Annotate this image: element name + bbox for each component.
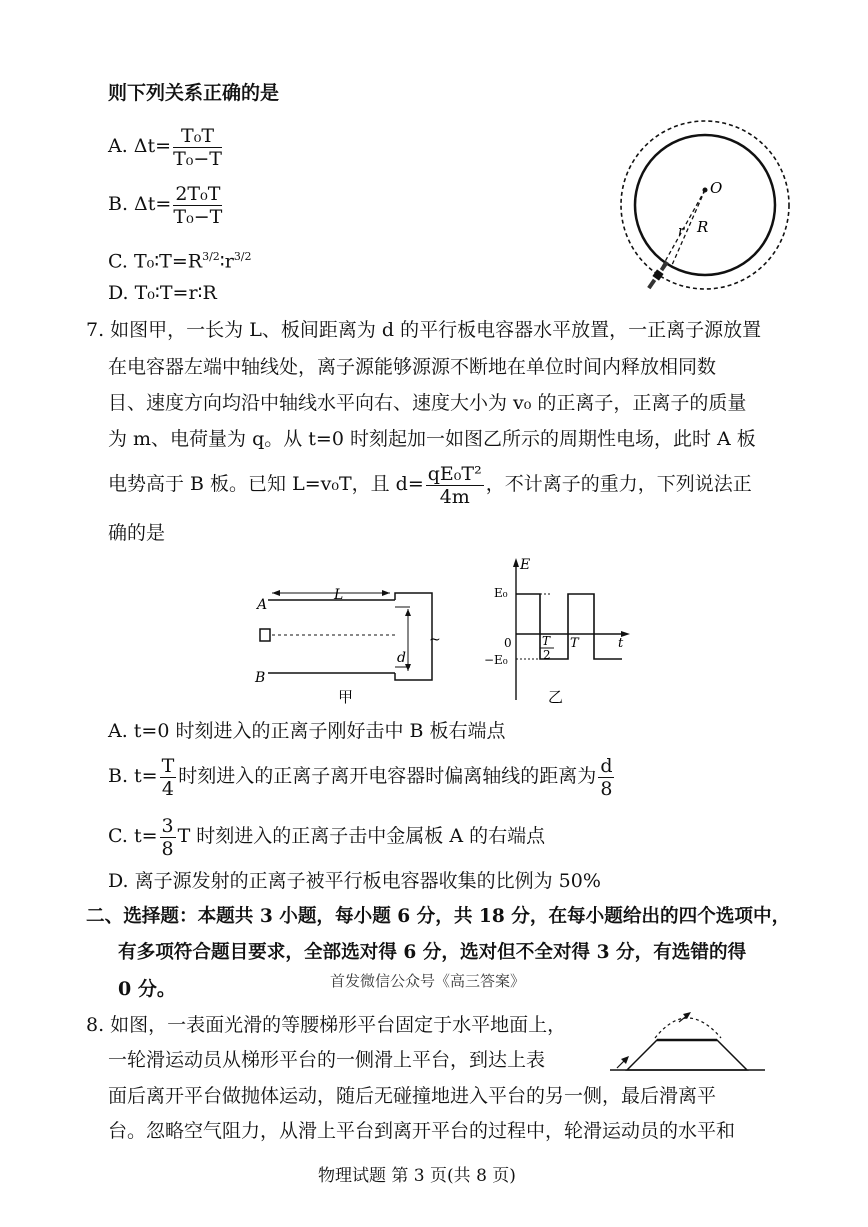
q7-option-c-b: T 时刻进入的正离子击中金属板 A 的右端点 (177, 825, 546, 847)
axis-E-label: E (520, 557, 531, 573)
q7-option-c-den: 8 (161, 837, 174, 860)
q7-option-b-a: B. t= (108, 765, 158, 787)
q6-option-c (108, 244, 252, 274)
q6-option-b (108, 180, 224, 228)
plate-B-label: B (255, 670, 266, 686)
q6-option-b-numerator: 2T₀T (175, 182, 221, 205)
q7-field-graph (478, 555, 638, 710)
q7-option-a: A. t=0 时刻进入的正离子刚好击中 B 板右端点 (108, 720, 506, 742)
q6-option-c-exp2: 3/2 (233, 250, 252, 263)
q7-d-numerator: qE₀T² (427, 462, 482, 485)
q8-platform-figure (605, 1008, 770, 1076)
q8-line-3: 面后离开平台做抛体运动，随后无碰撞地进入平台的另一侧，最后滑离平 (108, 1085, 717, 1107)
q7-line-5-a: 电势高于 B 板。已知 L=v₀T，且 d= (108, 473, 424, 495)
origin-label: 0 (504, 636, 512, 650)
q6-option-b-denominator: T₀−T (173, 205, 223, 228)
q6-option-c-label: C. T₀∶T=R (108, 250, 203, 273)
q8-line-1: 8. 如图，一表面光滑的等腰梯形平台固定于水平地面上， (86, 1014, 567, 1036)
q6-orbit-figure (620, 115, 790, 295)
q7-option-c-frac (160, 815, 176, 860)
label-O: O (710, 179, 723, 197)
q7-option-b-b: 时刻进入的正离子离开电容器时偏离轴线的距离为 (178, 765, 597, 787)
q7-option-b-num2: d (600, 754, 613, 777)
q6-option-a-numerator: T₀T (173, 125, 222, 148)
q7-option-b-frac1 (160, 755, 177, 800)
q7-capacitor-figure (250, 585, 450, 710)
q8-line-2: 一轮滑运动员从梯形平台的一侧滑上平台，到达上表 (108, 1049, 546, 1071)
q7-line-6: 确的是 (108, 522, 166, 544)
gap-d-label: d (397, 650, 406, 666)
q7-line-2: 在电容器左端中轴线处，离子源能够源源不断地在单位时间内释放相同数 (108, 356, 717, 378)
q7-option-c-num: 3 (161, 814, 174, 837)
q6-intro: 则下列关系正确的是 (108, 82, 280, 104)
length-L-label: L (334, 587, 344, 603)
section-2-line-2: 有多项符合题目要求，全部选对得 6 分，选对但不全对得 3 分，有选错的得 (118, 942, 747, 963)
q6-option-c-mid: ∶r (219, 250, 234, 273)
q6-option-a-fraction (173, 125, 222, 170)
section-2-line-3: 0 分。 (118, 978, 176, 1000)
tick-negE0: −E₀ (484, 653, 508, 667)
plate-A-label: A (257, 597, 268, 613)
q7-line-1: 7. 如图甲，一长为 L、板间距离为 d 的平行板电容器水平放置，一正离子源放置 (86, 319, 762, 341)
tick-Thalf-num: T (542, 634, 551, 648)
page-footer: 物理试题 第 3 页(共 8 页) (318, 1166, 516, 1186)
q7-d-denominator: 4m (439, 485, 470, 508)
tick-T: T (570, 636, 579, 651)
q6-option-b-label: B. Δt= (108, 193, 172, 215)
q7-option-b (108, 748, 616, 804)
label-R: R (697, 218, 709, 236)
axis-t-label: t (618, 636, 624, 651)
q7-option-b-den1: 4 (161, 777, 174, 800)
q6-option-a-label: A. Δt= (108, 135, 172, 157)
q7-line-5 (108, 460, 752, 508)
q6-option-b-fraction (173, 183, 222, 228)
q7-option-b-frac2 (598, 755, 614, 800)
ac-source-icon: ~ (429, 632, 441, 648)
q6-option-d: D. T₀∶T=r∶R (108, 282, 217, 304)
q7-option-c-a: C. t= (108, 825, 158, 847)
tick-E0: E₀ (494, 586, 508, 600)
figure-yi-caption: 乙 (548, 688, 564, 706)
q7-option-b-den2: 8 (600, 777, 613, 800)
section-2-line-1: 二、选择题：本题共 3 小题，每小题 6 分，共 18 分，在每小题给出的四个选项中， (86, 906, 791, 927)
q7-line-3: 目、速度方向均沿中轴线水平向右、速度大小为 v₀ 的正离子，正离子的质量 (108, 392, 747, 414)
q8-line-4: 台。忽略空气阻力，从滑上平台到离开平台的过程中，轮滑运动员的水平和 (108, 1120, 736, 1142)
q7-line-5-b: ，不计离子的重力，下列说法正 (485, 473, 752, 495)
figure-jia-caption: 甲 (338, 688, 354, 706)
q7-option-d: D. 离子源发射的正离子被平行板电容器收集的比例为 50% (108, 870, 601, 892)
q6-option-a (108, 122, 224, 170)
q7-d-fraction (426, 463, 484, 508)
tick-Thalf-den: 2 (543, 648, 551, 662)
q7-option-c (108, 808, 545, 864)
q7-line-4: 为 m、电荷量为 q。从 t=0 时刻起加一如图乙所示的周期性电场，此时 A 板 (108, 428, 756, 450)
q6-option-c-exp1: 3/2 (202, 250, 220, 263)
watermark: 首发微信公众号《高三答案》 (330, 972, 526, 990)
q6-option-a-denominator: T₀−T (173, 147, 222, 170)
satellite-icon (646, 260, 671, 291)
label-r: r (678, 224, 685, 239)
q7-option-b-num1: T (161, 754, 175, 777)
